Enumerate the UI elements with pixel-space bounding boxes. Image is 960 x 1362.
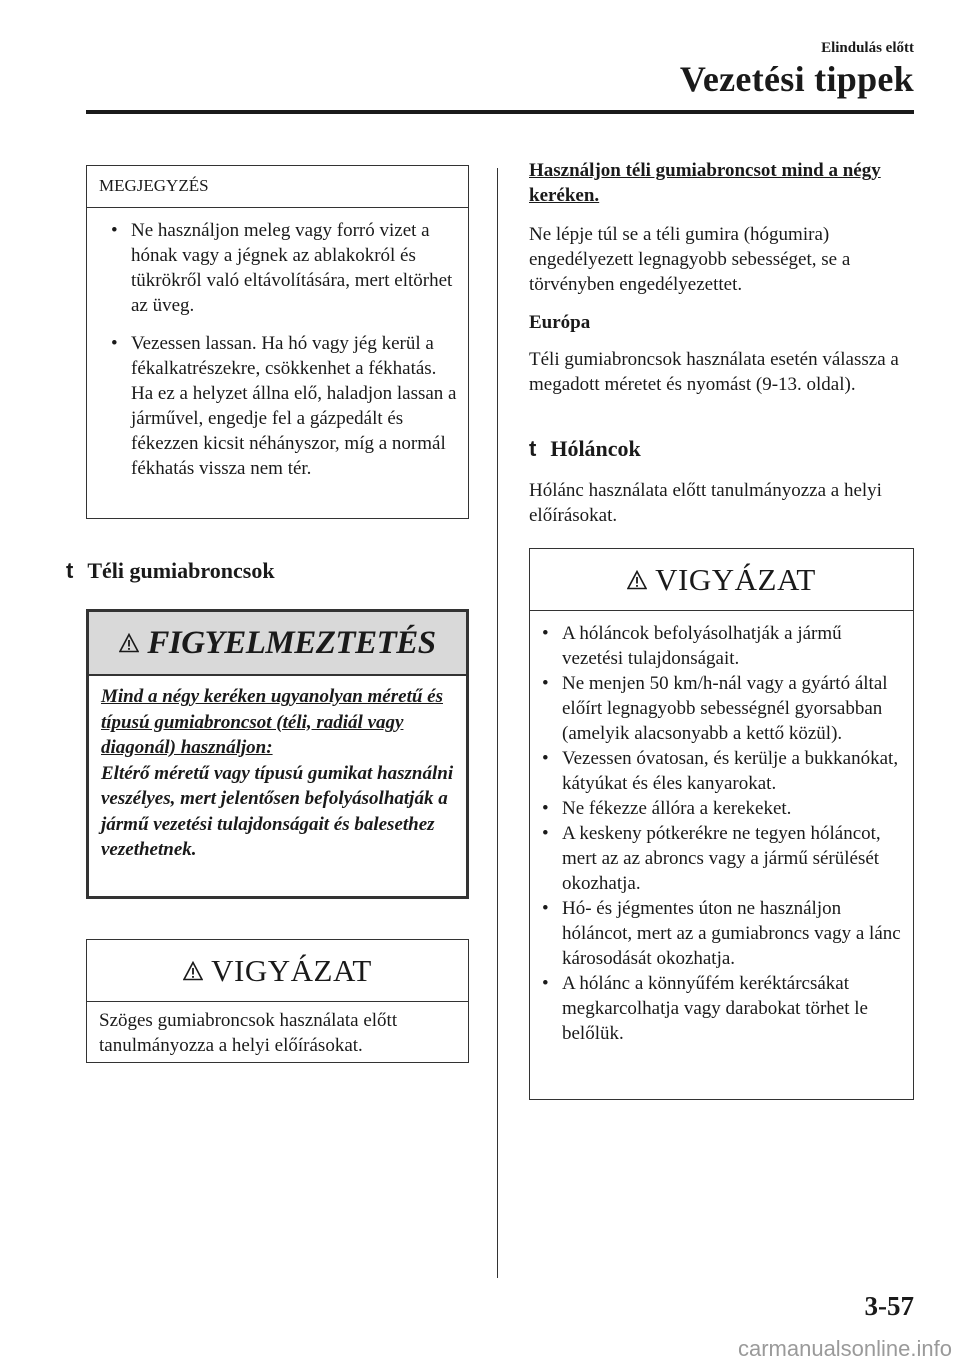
snow-chains-paragraph: Hólánc használata előtt tanulmányozza a helyi előírásokat. bbox=[529, 480, 882, 526]
caution-item: • A hóláncok befolyásolhatják a jármű vezetési tulajdonságait. bbox=[532, 621, 907, 671]
warning-title: FIGYELMEZTETÉS bbox=[147, 624, 436, 661]
warning-body bbox=[89, 676, 466, 863]
caution-item: • A hólánc a könnyűfém keréktárcsákat megkarcolhatja vagy darabokat törhet le belőlük. bbox=[532, 971, 907, 1046]
warning-header bbox=[89, 612, 466, 676]
warning-triangle-icon bbox=[119, 633, 139, 653]
winter-tires-all-wheels-heading: Használjon téli gumiabroncsot mind a négy keréken. bbox=[529, 160, 881, 206]
caution-item: • Ne fékezze állóra a kerekeket. bbox=[532, 796, 907, 821]
caution-text: Szöges gumiabroncsok használata előtt tanulmányozza a helyi előírásokat. bbox=[99, 1010, 398, 1056]
caution-item: • Hó- és jégmentes úton ne használjon hóláncot, mert az a gumiabroncs vagy a lánc károsodását okozhatja. bbox=[532, 896, 907, 971]
note-title: MEGJEGYZÉS bbox=[87, 166, 468, 208]
note-list bbox=[87, 208, 468, 481]
caution-box-chains bbox=[529, 548, 914, 1100]
note-item: • Ne használjon meleg vagy forró vizet a hónak vagy a jégnek az ablakokról és tükrökről való eltávolítására, mert eltörhet az üveg. bbox=[101, 218, 460, 318]
size-pressure-paragraph: Téli gumiabroncsok használata esetén válassza a megadott méretet és nyomást (9-13. oldal). bbox=[529, 349, 899, 395]
section-label: Elindulás előtt bbox=[821, 40, 914, 56]
section-marker: t bbox=[66, 558, 74, 583]
caution-header bbox=[530, 549, 913, 611]
caution-title: VIGYÁZAT bbox=[211, 952, 372, 988]
winter-tires-heading-text: Téli gumiabroncsok bbox=[87, 558, 275, 583]
caution-item: • Vezessen óvatosan, és kerülje a bukkanókat, kátyúkat és éles kanyarokat. bbox=[532, 746, 907, 796]
header-rule bbox=[86, 110, 914, 114]
column-divider bbox=[497, 168, 498, 1278]
note-box bbox=[86, 165, 469, 519]
caution-item: • Ne menjen 50 km/h-nál vagy a gyártó által előírt legnagyobb sebességnél gyorsabban (amelyik alacsonyabb a kettő közül). bbox=[532, 671, 907, 746]
caution-item: • A keskeny pótkerékre ne tegyen hóláncot, mert az az abroncs vagy a jármű sérülését okozhatja. bbox=[532, 821, 907, 896]
page-number: 3-57 bbox=[864, 1291, 914, 1321]
warning-box bbox=[86, 609, 469, 899]
caution-triangle-icon bbox=[627, 570, 647, 590]
caution-triangle-icon bbox=[183, 961, 203, 981]
europe-label: Európa bbox=[529, 312, 591, 333]
snow-chains-heading-text: Hóláncok bbox=[550, 436, 641, 461]
winter-tires-heading bbox=[66, 558, 275, 584]
page-title: Vezetési tippek bbox=[679, 59, 914, 99]
caution-box-studded bbox=[86, 939, 469, 1063]
warning-underlined-text: Mind a négy keréken ugyanolyan méretű és típusú gumiabroncsot (téli, radiál vagy diagonál) használjon: bbox=[101, 686, 443, 758]
note-item: • Vezessen lassan. Ha hó vagy jég kerül a fékalkatrészekre, csökkenhet a fékhatás. Ha ez a helyzet állna elő, haladjon lassan a járművel, engedje fel a gázpedált és fékezzen kicsit néhányszor, míg a normál fékhatás vissza nem tér. bbox=[101, 331, 460, 481]
warning-text: Eltérő méretű vagy típusú gumikat használni veszélyes, mert jelentősen befolyásolhatják a jármű vezetési tulajdonságait és balesethez vezethetnek. bbox=[101, 762, 454, 860]
caution-title: VIGYÁZAT bbox=[655, 561, 816, 597]
snow-chains-heading bbox=[529, 436, 641, 462]
caution-list bbox=[530, 611, 913, 1046]
watermark: carmanualsonline.info bbox=[737, 1336, 952, 1361]
speed-limit-paragraph: Ne lépje túl se a téli gumira (hógumira) engedélyezett legnagyobb sebességet, se a törvényben engedélyezettet. bbox=[529, 224, 851, 295]
section-marker: t bbox=[529, 436, 537, 461]
caution-header bbox=[87, 940, 468, 1002]
